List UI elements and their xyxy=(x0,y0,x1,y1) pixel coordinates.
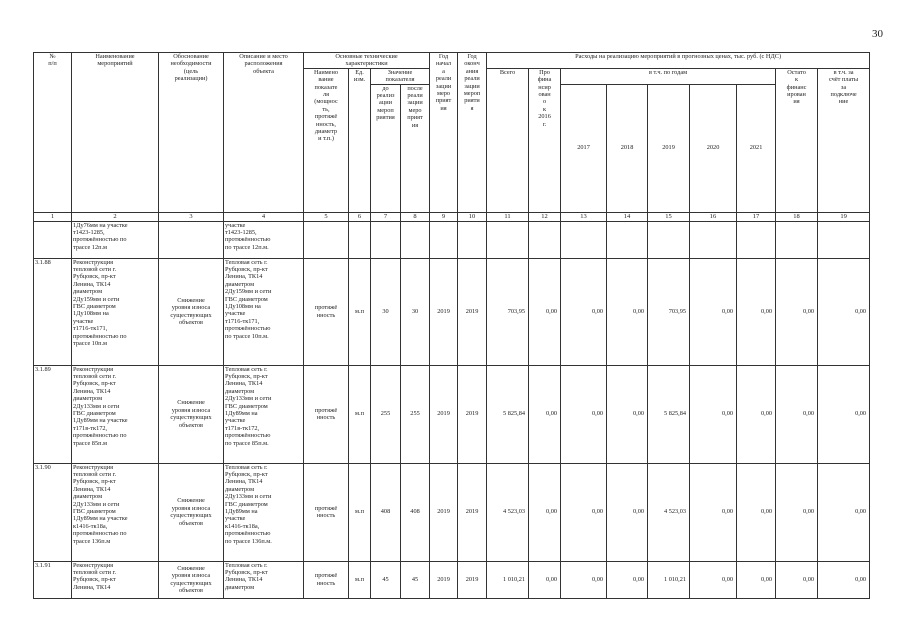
cell-name: Реконструкция тепловой сети г. Рубцовск, пр-кт Ленина, ТК14 диаметром 2Ду133мм и сети ГВС диаметром 1Ду89мм на участке т171в-тк172, протяжённостью по трассе 85п.м xyxy=(72,365,159,463)
header-year-2019: 2019 xyxy=(648,84,690,212)
cell-financed-2016: 0,00 xyxy=(529,463,561,561)
col-number: 5 xyxy=(304,212,349,221)
col-number: 11 xyxy=(487,212,529,221)
cell-total: 4 523,03 xyxy=(487,463,529,561)
cell-no: 3.1.89 xyxy=(34,365,72,463)
header-tech-group: Основные технические характеристики xyxy=(304,53,430,69)
cell-name: Реконструкция тепловой сети г. Рубцовск, пр-кт Ленина, ТК14 xyxy=(72,561,159,598)
cell-name: Реконструкция тепловой сети г. Рубцовск, пр-кт Ленина, ТК14 диаметром 2Ду133мм и сети ГВС диаметром 1Ду89мм на участке к1416-тк18а, протяжённостью по трассе 136п.м xyxy=(72,463,159,561)
cell-before: 255 xyxy=(371,365,401,463)
cell-2018: 0,00 xyxy=(607,365,648,463)
cell-rest: 0,00 xyxy=(776,365,818,463)
column-number-row xyxy=(34,212,870,221)
col-number: 13 xyxy=(561,212,607,221)
header-value-group: Значение показателя xyxy=(371,68,430,84)
cell-reason: Снижение уровня износа существующих объектов xyxy=(159,365,224,463)
cell-2020: 0,00 xyxy=(690,365,737,463)
cell-2021 xyxy=(737,221,776,258)
cell-2018: 0,00 xyxy=(607,258,648,365)
cell-total: 5 825,84 xyxy=(487,365,529,463)
cell-connection-fee: 0,00 xyxy=(818,258,870,365)
cell-after: 408 xyxy=(401,463,430,561)
cell-no: 3.1.90 xyxy=(34,463,72,561)
cell-reason xyxy=(159,221,224,258)
cell-end-year: 2019 xyxy=(458,561,487,598)
header-by-years: в т.ч. по годам xyxy=(561,68,776,84)
header-costs-group: Расходы на реализацию мероприятий в прогнозных ценах, тыс. руб. (с НДС) xyxy=(487,53,870,69)
cell-after: 30 xyxy=(401,258,430,365)
cell-2019: 1 010,21 xyxy=(648,561,690,598)
cell-rest: 0,00 xyxy=(776,258,818,365)
cell-unit: м.п xyxy=(349,365,371,463)
table-row xyxy=(34,561,870,598)
cell-financed-2016: 0,00 xyxy=(529,365,561,463)
cell-before: 30 xyxy=(371,258,401,365)
measures-table xyxy=(33,52,870,599)
cell-no xyxy=(34,221,72,258)
cell-after: 45 xyxy=(401,561,430,598)
header-col-name: Наименование мероприятий xyxy=(72,53,159,213)
table-row xyxy=(34,258,870,365)
col-number: 10 xyxy=(458,212,487,221)
cell-2018: 0,00 xyxy=(607,463,648,561)
cell-2021: 0,00 xyxy=(737,258,776,365)
cell-indicator: протяжё нность xyxy=(304,561,349,598)
cell-after: 255 xyxy=(401,365,430,463)
cell-rest: 0,00 xyxy=(776,463,818,561)
header-col-total: Всего xyxy=(487,68,529,212)
header-col-no: № п/п xyxy=(34,53,72,213)
col-number: 3 xyxy=(159,212,224,221)
header-year-2018: 2018 xyxy=(607,84,648,212)
cell-2020: 0,00 xyxy=(690,561,737,598)
cell-financed-2016 xyxy=(529,221,561,258)
cell-rest xyxy=(776,221,818,258)
cell-description: участке т1423-1285, протяжённостью по трассе 12п.м. xyxy=(224,221,304,258)
col-number: 6 xyxy=(349,212,371,221)
cell-2017: 0,00 xyxy=(561,365,607,463)
col-number: 9 xyxy=(430,212,458,221)
cell-2019 xyxy=(648,221,690,258)
header-year-2021: 2021 xyxy=(737,84,776,212)
header-col-rest: Остато к финанс ирован ия xyxy=(776,68,818,212)
cell-no: 3.1.88 xyxy=(34,258,72,365)
cell-2017: 0,00 xyxy=(561,258,607,365)
cell-indicator xyxy=(304,221,349,258)
cell-description: Тепловая сеть г. Рубцовск, пр-кт Ленина, ТК14 диаметром 2Ду133мм и сети ГВС диаметром 1Ду89мм на участке к1416-тк18а, протяжённостью по трассе 136п.м. xyxy=(224,463,304,561)
cell-start-year: 2019 xyxy=(430,365,458,463)
cell-2018 xyxy=(607,221,648,258)
header-col-end-year: Год оконч ания реали зации мероп рияти я xyxy=(458,53,487,213)
cell-description: Тепловая сеть г. Рубцовск, пр-кт Ленина, ТК14 диаметром 2Ду133мм и сети ГВС диаметром 1Ду89мм на участке т171в-тк172, протяжённостью по трассе 85п.м. xyxy=(224,365,304,463)
cell-start-year: 2019 xyxy=(430,463,458,561)
cell-total xyxy=(487,221,529,258)
cell-connection-fee: 0,00 xyxy=(818,561,870,598)
cell-after xyxy=(401,221,430,258)
header-col-reason: Обоснование необходимости (цель реализации) xyxy=(159,53,224,213)
cell-before: 408 xyxy=(371,463,401,561)
header-col-unit: Ед. изм. xyxy=(349,68,371,212)
header-col-connection-fee: в т.ч. за счёт платы за подключе ние xyxy=(818,68,870,212)
col-number: 17 xyxy=(737,212,776,221)
cell-2020 xyxy=(690,221,737,258)
header-year-2020: 2020 xyxy=(690,84,737,212)
header-year-2017: 2017 xyxy=(561,84,607,212)
cell-end-year: 2019 xyxy=(458,365,487,463)
cell-name: Реконструкция тепловой сети г. Рубцовск, пр-кт Ленина, ТК14 диаметром 2Ду159мм и сети ГВС диаметром 1Ду108мм на участке т1716-тк171, протяжённостью по трассе 10п.м xyxy=(72,258,159,365)
col-number: 8 xyxy=(401,212,430,221)
cell-before xyxy=(371,221,401,258)
cell-indicator: протяжё нность xyxy=(304,258,349,365)
cell-end-year: 2019 xyxy=(458,463,487,561)
cell-2021: 0,00 xyxy=(737,463,776,561)
cell-start-year: 2019 xyxy=(430,258,458,365)
cell-reason: Снижение уровня износа существующих объектов xyxy=(159,463,224,561)
cell-2021: 0,00 xyxy=(737,561,776,598)
cell-2017 xyxy=(561,221,607,258)
cell-2019: 5 825,84 xyxy=(648,365,690,463)
cell-2017: 0,00 xyxy=(561,463,607,561)
page-number: 30 xyxy=(872,28,883,40)
col-number: 1 xyxy=(34,212,72,221)
table-row xyxy=(34,463,870,561)
cell-description: Тепловая сеть г. Рубцовск, пр-кт Ленина, ТК14 диаметром 2Ду159мм и сети ГВС диаметром 1Ду108мм на участке т1716-тк171, протяжённостью по трассе 10п.м. xyxy=(224,258,304,365)
col-number: 18 xyxy=(776,212,818,221)
cell-indicator: протяжё нность xyxy=(304,463,349,561)
cell-financed-2016: 0,00 xyxy=(529,561,561,598)
cell-2020: 0,00 xyxy=(690,258,737,365)
cell-no: 3.1.91 xyxy=(34,561,72,598)
cell-before: 45 xyxy=(371,561,401,598)
cell-2018: 0,00 xyxy=(607,561,648,598)
col-number: 12 xyxy=(529,212,561,221)
cell-name: 1Ду76мм на участке т1423-1285, протяжённостью по трассе 12п.м xyxy=(72,221,159,258)
cell-2017: 0,00 xyxy=(561,561,607,598)
cell-total: 1 010,21 xyxy=(487,561,529,598)
cell-reason: Снижение уровня износа существующих объектов xyxy=(159,258,224,365)
cell-rest: 0,00 xyxy=(776,561,818,598)
col-number: 14 xyxy=(607,212,648,221)
header-col-indicator: Наимено вание показате ля (мощнос ть, протяжё нность, диаметр и т.п.) xyxy=(304,68,349,212)
col-number: 15 xyxy=(648,212,690,221)
header-col-start-year: Год начал а реали зации меро прият ия xyxy=(430,53,458,213)
cell-connection-fee: 0,00 xyxy=(818,463,870,561)
cell-financed-2016: 0,00 xyxy=(529,258,561,365)
table-row xyxy=(34,365,870,463)
cell-unit: м.п xyxy=(349,561,371,598)
header-col-description: Описание и место расположения объекта xyxy=(224,53,304,213)
header-col-before: до реализ ации мероп риятия xyxy=(371,84,401,212)
cell-2021: 0,00 xyxy=(737,365,776,463)
cell-start-year xyxy=(430,221,458,258)
col-number: 2 xyxy=(72,212,159,221)
col-number: 16 xyxy=(690,212,737,221)
cell-2019: 4 523,03 xyxy=(648,463,690,561)
cell-end-year xyxy=(458,221,487,258)
cell-reason: Снижение уровня износа существующих объектов xyxy=(159,561,224,598)
col-number: 7 xyxy=(371,212,401,221)
cell-connection-fee xyxy=(818,221,870,258)
col-number: 19 xyxy=(818,212,870,221)
table-row xyxy=(34,221,870,258)
cell-end-year: 2019 xyxy=(458,258,487,365)
cell-indicator: протяжё нность xyxy=(304,365,349,463)
cell-connection-fee: 0,00 xyxy=(818,365,870,463)
header-col-after: после реали зации меро прият ия xyxy=(401,84,430,212)
cell-total: 703,95 xyxy=(487,258,529,365)
header-row-1 xyxy=(34,53,870,69)
cell-start-year: 2019 xyxy=(430,561,458,598)
header-col-financed-2016: Про фина нсир ован о к 2016 г. xyxy=(529,68,561,212)
cell-2019: 703,95 xyxy=(648,258,690,365)
cell-unit xyxy=(349,221,371,258)
cell-description: Тепловая сеть г. Рубцовск, пр-кт Ленина, ТК14 диаметром xyxy=(224,561,304,598)
cell-2020: 0,00 xyxy=(690,463,737,561)
cell-unit: м.п xyxy=(349,463,371,561)
col-number: 4 xyxy=(224,212,304,221)
cell-unit: м.п xyxy=(349,258,371,365)
